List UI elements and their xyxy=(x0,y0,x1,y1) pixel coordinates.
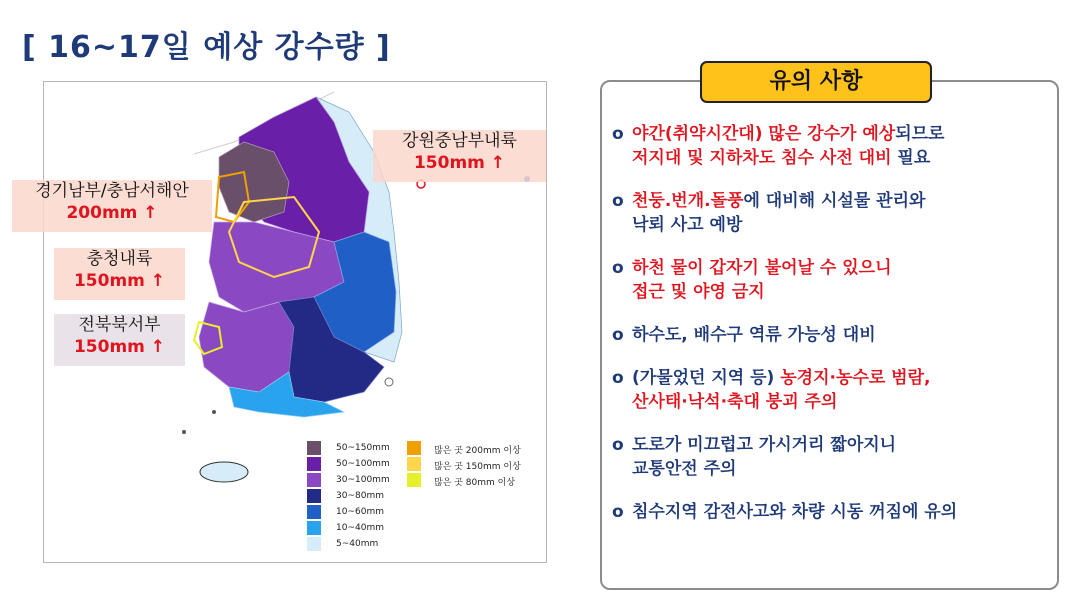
caution-text: 되므로 xyxy=(895,124,945,144)
callout-jeonbuk xyxy=(54,314,185,366)
legend-swatch-7 xyxy=(307,537,321,551)
caution-text: 필요 xyxy=(891,148,931,168)
callout-gangwon xyxy=(373,130,546,182)
caution-text: 낙뢰 사고 예방 xyxy=(632,215,743,235)
legend-label-4: 30~80mm xyxy=(336,491,384,501)
legend-swatch-150mm xyxy=(407,457,421,471)
caution-item xyxy=(612,122,1042,170)
jeju-island xyxy=(200,462,248,482)
caution-text: 야간(취약시간대) 많은 강수가 예상 xyxy=(632,124,896,144)
caution-text: 하천 물이 갑자기 불어날 수 있으니 xyxy=(632,258,892,278)
caution-line xyxy=(632,500,1042,524)
callout-amount: 200mm ↑ xyxy=(66,203,158,223)
caution-heading: 유의 사항 xyxy=(700,61,932,103)
callout-chungcheong xyxy=(54,248,185,300)
caution-text: 침수지역 감전사고와 차량 시동 꺼짐에 유의 xyxy=(632,502,958,522)
caution-line xyxy=(632,366,1042,390)
callout-region: 전북북서부 xyxy=(78,315,161,335)
legend-swatch-2 xyxy=(307,457,321,471)
page-title: [ 16~17일 예상 강수량 ] xyxy=(22,30,391,65)
legend-swatch-1 xyxy=(307,441,321,455)
legend-label-2: 50~100mm xyxy=(336,459,390,469)
legend-swatch-3 xyxy=(307,473,321,487)
bullet-icon: o xyxy=(612,191,624,211)
caution-item xyxy=(612,500,1042,524)
legend-swatch-80mm xyxy=(407,473,421,487)
legend-label-3: 30~100mm xyxy=(336,475,390,485)
legend-swatch-4 xyxy=(307,489,321,503)
bullet-icon: o xyxy=(612,258,624,278)
caution-line xyxy=(632,122,1042,146)
caution-text: 도로가 미끄럽고 가시거리 짧아지니 xyxy=(632,435,897,455)
caution-text: 교통안전 주의 xyxy=(632,459,737,479)
caution-line xyxy=(632,146,1042,170)
caution-line xyxy=(632,457,1042,481)
callout-region: 강원중남부내륙 xyxy=(402,131,517,151)
legend-label-150mm: 많은 곳 150mm 이상 xyxy=(434,462,521,472)
caution-item xyxy=(612,189,1042,237)
bullet-icon: o xyxy=(612,502,624,522)
legend-label-200mm: 많은 곳 200mm 이상 xyxy=(434,446,521,456)
caution-item xyxy=(612,256,1042,304)
legend-label-5: 10~60mm xyxy=(336,507,384,517)
caution-text: 에 대비해 시설물 관리와 xyxy=(743,191,926,211)
legend-swatch-6 xyxy=(307,521,321,535)
callout-region: 경기남부/충남서해안 xyxy=(35,181,189,201)
legend-label-1: 50~150mm xyxy=(336,443,390,453)
caution-line xyxy=(632,256,1042,280)
legend-swatch-5 xyxy=(307,505,321,519)
legend-swatch-200mm xyxy=(407,441,421,455)
callout-region: 충청내륙 xyxy=(86,249,153,269)
caution-item xyxy=(612,366,1042,414)
callout-amount: 150mm ↑ xyxy=(73,271,166,291)
caution-text: 접근 및 야영 금지 xyxy=(632,282,765,302)
caution-item xyxy=(612,433,1042,481)
bullet-icon: o xyxy=(612,124,624,144)
caution-text: 산사태·낙석·축대 붕괴 주의 xyxy=(632,392,838,412)
callout-gyeonggi xyxy=(12,180,212,232)
caution-line xyxy=(632,390,1042,414)
caution-text: 천둥.번개.돌풍 xyxy=(632,191,744,211)
caution-line xyxy=(632,189,1042,213)
caution-text: 저지대 및 지하차도 침수 사전 대비 xyxy=(632,148,892,168)
caution-item xyxy=(612,323,1042,347)
caution-line xyxy=(632,433,1042,457)
caution-text: (가물었던 지역 등) xyxy=(632,368,781,388)
callout-amount: 150mm ↑ xyxy=(413,153,506,173)
legend-label-7: 5~40mm xyxy=(336,539,379,549)
callout-amount: 150mm ↑ xyxy=(73,337,166,357)
legend-label-6: 10~40mm xyxy=(336,523,384,533)
caution-list xyxy=(612,122,1042,543)
bullet-icon: o xyxy=(612,325,624,345)
legend-label-80mm: 많은 곳 80mm 이상 xyxy=(434,478,516,488)
caution-line xyxy=(632,323,1042,347)
bullet-icon: o xyxy=(612,435,624,455)
caution-line xyxy=(632,280,1042,304)
caution-text: 하수도, 배수구 역류 가능성 대비 xyxy=(632,325,876,345)
caution-text: 농경지·농수로 범람, xyxy=(780,368,931,388)
bullet-icon: o xyxy=(612,368,624,388)
caution-line xyxy=(632,213,1042,237)
